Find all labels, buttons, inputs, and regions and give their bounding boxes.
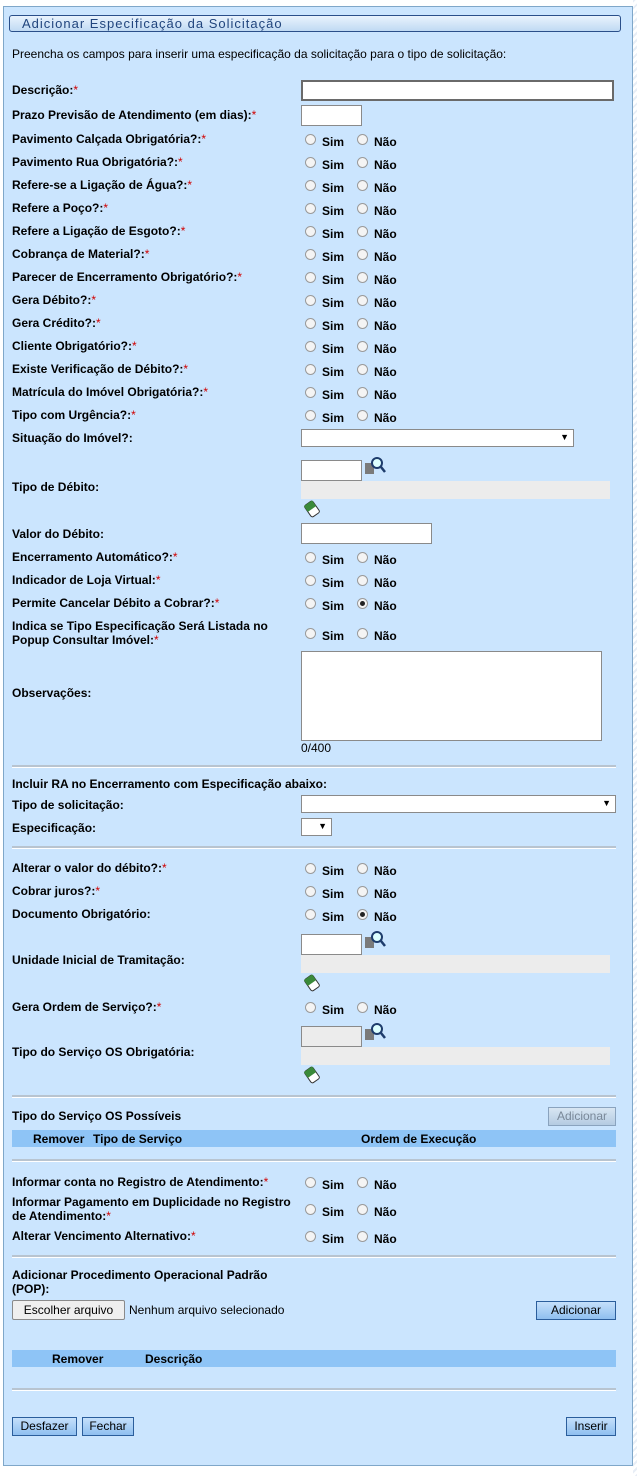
lig-agua-nao-radio[interactable] (357, 180, 368, 191)
cobranca-label: Cobrança de Material?:* (12, 247, 150, 261)
alterar-vencimento-label: Alterar Vencimento Alternativo:* (12, 1229, 196, 1243)
verif-debito-sim-radio[interactable] (305, 364, 316, 375)
divider (12, 765, 616, 768)
prazo-input[interactable] (301, 105, 362, 126)
loja-virtual-sim-radio[interactable] (305, 575, 316, 586)
pav-rua-sim-radio[interactable] (305, 157, 316, 168)
permite-cancelar-label: Permite Cancelar Débito a Cobrar?:* (12, 596, 220, 610)
parecer-radios: Sim Não (305, 270, 410, 284)
eraser-icon[interactable] (303, 974, 321, 992)
tipo-solicitacao-select[interactable] (301, 795, 616, 813)
pav-calcada-radios: Sim Não (305, 132, 410, 146)
cobranca-radios: Sim Não (305, 247, 410, 261)
alt-venc-nao-radio[interactable] (357, 1231, 368, 1242)
gera-debito-label: Gera Débito?:* (12, 293, 97, 307)
tipo-solicitacao-label: Tipo de solicitação: (12, 798, 124, 812)
parecer-label: Parecer de Encerramento Obrigatório?:* (12, 270, 243, 284)
gera-credito-sim-radio[interactable] (305, 318, 316, 329)
tipo-servico-desc (301, 1047, 610, 1065)
cliente-nao-radio[interactable] (357, 341, 368, 352)
loja-virtual-nao-radio[interactable] (357, 575, 368, 586)
tipo-servico-input[interactable] (301, 1026, 362, 1047)
cobrar-juros-sim-radio[interactable] (305, 886, 316, 897)
cobrar-juros-label: Cobrar juros?:* (12, 884, 101, 898)
servicos-possiveis-label: Tipo do Serviço OS Possíveis (12, 1109, 182, 1123)
col-remover: Remover (52, 1352, 104, 1366)
search-icon[interactable] (364, 455, 386, 475)
poco-label: Refere a Poço?:* (12, 201, 109, 215)
doc-obrigatorio-nao-radio[interactable] (357, 909, 368, 920)
lig-agua-radios: Sim Não (305, 178, 410, 192)
prazo-label: Prazo Previsão de Atendimento (em dias):* (12, 108, 257, 122)
alterar-valor-sim-radio[interactable] (305, 863, 316, 874)
cobrar-juros-radios: Sim Não (305, 884, 410, 898)
matricula-label: Matrícula do Imóvel Obrigatória?:* (12, 385, 209, 399)
pav-rua-radios: Sim Não (305, 155, 410, 169)
tipo-debito-label: Tipo de Débito: (12, 480, 100, 494)
divider (12, 1095, 616, 1098)
poco-nao-radio[interactable] (357, 203, 368, 214)
gera-debito-radios: Sim Não (305, 293, 410, 307)
doc-obrigatorio-radios: Sim Não (305, 907, 410, 921)
pav-calcada-label: Pavimento Calçada Obrigatória?:* (12, 132, 207, 146)
search-icon[interactable] (364, 929, 386, 949)
poco-radios: Sim Não (305, 201, 410, 215)
alterar-valor-nao-radio[interactable] (357, 863, 368, 874)
divider (12, 846, 616, 849)
col-remover: Remover (33, 1132, 85, 1146)
alt-venc-sim-radio[interactable] (305, 1231, 316, 1242)
col-descricao: Descrição (145, 1352, 203, 1366)
pav-rua-nao-radio[interactable] (357, 157, 368, 168)
pav-rua-label: Pavimento Rua Obrigatória?:* (12, 155, 183, 169)
gera-debito-nao-radio[interactable] (357, 295, 368, 306)
enc-auto-radios: Sim Não (305, 550, 410, 564)
urgencia-nao-radio[interactable] (357, 410, 368, 421)
doc-obrigatorio-label: Documento Obrigatório: (12, 907, 151, 921)
pop-table-header (12, 1350, 616, 1367)
urgencia-sim-radio[interactable] (305, 410, 316, 421)
gera-credito-nao-radio[interactable] (357, 318, 368, 329)
alterar-valor-radios: Sim Não (305, 861, 410, 875)
urgencia-label: Tipo com Urgência?:* (12, 408, 136, 422)
informar-conta-radios: Sim Não (305, 1175, 410, 1189)
cliente-sim-radio[interactable] (305, 341, 316, 352)
gera-debito-sim-radio[interactable] (305, 295, 316, 306)
search-icon[interactable] (364, 1021, 386, 1041)
lig-esgoto-sim-radio[interactable] (305, 226, 316, 237)
gera-os-radios: Sim Não (305, 1000, 410, 1014)
observacoes-textarea[interactable] (301, 651, 602, 741)
verif-debito-nao-radio[interactable] (357, 364, 368, 375)
divider (12, 1255, 616, 1258)
unidade-label: Unidade Inicial de Tramitação: (12, 953, 185, 967)
loja-virtual-radios: Sim Não (305, 573, 410, 587)
listada-nao-radio[interactable] (357, 628, 368, 639)
gera-credito-label: Gera Crédito?:* (12, 316, 101, 330)
file-status: Nenhum arquivo selecionado (129, 1303, 285, 1317)
cliente-radios: Sim Não (305, 339, 410, 353)
adicionar-servico-button[interactable]: Adicionar (548, 1107, 616, 1126)
doc-obrigatorio-sim-radio[interactable] (305, 909, 316, 920)
especificacao-select[interactable] (301, 818, 332, 836)
lig-esgoto-nao-radio[interactable] (357, 226, 368, 237)
cobranca-nao-radio[interactable] (357, 249, 368, 260)
permite-cancelar-nao-radio[interactable] (357, 598, 368, 609)
matricula-nao-radio[interactable] (357, 387, 368, 398)
enc-auto-label: Encerramento Automático?:* (12, 550, 178, 564)
pav-calcada-nao-radio[interactable] (357, 134, 368, 145)
gera-os-label: Gera Ordem de Serviço?:* (12, 1000, 162, 1014)
parecer-sim-radio[interactable] (305, 272, 316, 283)
col-tipo-servico: Tipo de Serviço (93, 1132, 183, 1146)
lig-esgoto-label: Refere a Ligação de Esgoto?:* (12, 224, 186, 238)
listada-popup-radios: Sim Não (305, 626, 410, 640)
situacao-label: Situação do Imóvel?: (12, 431, 133, 445)
chevron-down-icon: ▼ (560, 432, 569, 442)
parecer-nao-radio[interactable] (357, 272, 368, 283)
lig-agua-label: Refere-se a Ligação de Água?:* (12, 178, 193, 192)
lig-agua-sim-radio[interactable] (305, 180, 316, 191)
verif-debito-label: Existe Verificação de Débito?:* (12, 362, 189, 376)
listada-sim-radio[interactable] (305, 628, 316, 639)
pag-dup-nao-radio[interactable] (357, 1204, 368, 1215)
divider (12, 1159, 616, 1162)
tipo-debito-input[interactable] (301, 460, 362, 481)
pag-duplicidade-label: Informar Pagamento em Duplicidade no Registro de Atendimento:* (12, 1195, 291, 1223)
obs-counter: 0/400 (301, 741, 332, 755)
tipo-debito-desc (301, 481, 610, 499)
descricao-input[interactable] (301, 80, 614, 101)
informar-conta-nao-radio[interactable] (357, 1177, 368, 1188)
pag-dup-sim-radio[interactable] (305, 1204, 316, 1215)
poco-sim-radio[interactable] (305, 203, 316, 214)
pav-calcada-sim-radio[interactable] (305, 134, 316, 145)
informar-conta-sim-radio[interactable] (305, 1177, 316, 1188)
situacao-select[interactable] (301, 429, 574, 447)
eraser-icon[interactable] (303, 1066, 321, 1084)
inserir-button[interactable]: Inserir (566, 1417, 616, 1436)
choose-file-button[interactable]: Escolher arquivo (12, 1300, 125, 1320)
desfazer-button[interactable]: Desfazer (12, 1417, 77, 1436)
gera-os-sim-radio[interactable] (305, 1002, 316, 1013)
fechar-button[interactable]: Fechar (82, 1417, 134, 1436)
permite-cancelar-sim-radio[interactable] (305, 598, 316, 609)
col-ordem: Ordem de Execução (361, 1132, 477, 1146)
permite-cancelar-radios: Sim Não (305, 596, 410, 610)
descricao-label: Descrição:* (12, 83, 79, 97)
verif-debito-radios: Sim Não (305, 362, 410, 376)
especificacao-label: Especificação: (12, 821, 97, 835)
chevron-down-icon: ▼ (602, 798, 611, 808)
observacoes-label: Observações: (12, 686, 92, 700)
gera-credito-radios: Sim Não (305, 316, 410, 330)
listada-popup-label: Indica se Tipo Especificação Será Listada no Popup Consultar Imóvel:* (12, 619, 268, 647)
chevron-down-icon: ▼ (318, 821, 327, 831)
eraser-icon[interactable] (303, 500, 321, 518)
enc-auto-sim-radio[interactable] (305, 552, 316, 563)
instructions: Preencha os campos para inserir uma especificação da solicitação para o tipo de solicitação: (12, 47, 507, 61)
side-pattern (633, 0, 637, 1476)
incluir-ra-label: Incluir RA no Encerramento com Especificação abaixo: (12, 777, 327, 791)
alterar-vencimento-radios: Sim Não (305, 1229, 410, 1243)
servicos-table-header (12, 1130, 616, 1147)
lig-esgoto-radios: Sim Não (305, 224, 410, 238)
matricula-sim-radio[interactable] (305, 387, 316, 398)
unidade-input[interactable] (301, 934, 362, 955)
tipo-servico-label: Tipo do Serviço OS Obrigatória: (12, 1045, 195, 1059)
gera-os-nao-radio[interactable] (357, 1002, 368, 1013)
alterar-valor-label: Alterar o valor do débito?:* (12, 861, 167, 875)
cobrar-juros-nao-radio[interactable] (357, 886, 368, 897)
informar-conta-label: Informar conta no Registro de Atendimento:* (12, 1175, 269, 1189)
enc-auto-nao-radio[interactable] (357, 552, 368, 563)
valor-debito-label: Valor do Débito: (12, 527, 105, 541)
cliente-label: Cliente Obrigatório?:* (12, 339, 137, 353)
adicionar-pop-button[interactable]: Adicionar (536, 1301, 616, 1320)
pag-duplicidade-radios: Sim Não (305, 1202, 410, 1216)
divider (12, 1388, 616, 1391)
cobranca-sim-radio[interactable] (305, 249, 316, 260)
valor-debito-input[interactable] (301, 523, 432, 544)
page-title: Adicionar Especificação da Solicitação (9, 15, 621, 32)
loja-virtual-label: Indicador de Loja Virtual:* (12, 573, 161, 587)
unidade-desc (301, 955, 610, 973)
pop-label: Adicionar Procedimento Operacional Padrão (POP): (12, 1268, 268, 1296)
matricula-radios: Sim Não (305, 385, 410, 399)
urgencia-radios: Sim Não (305, 408, 410, 422)
